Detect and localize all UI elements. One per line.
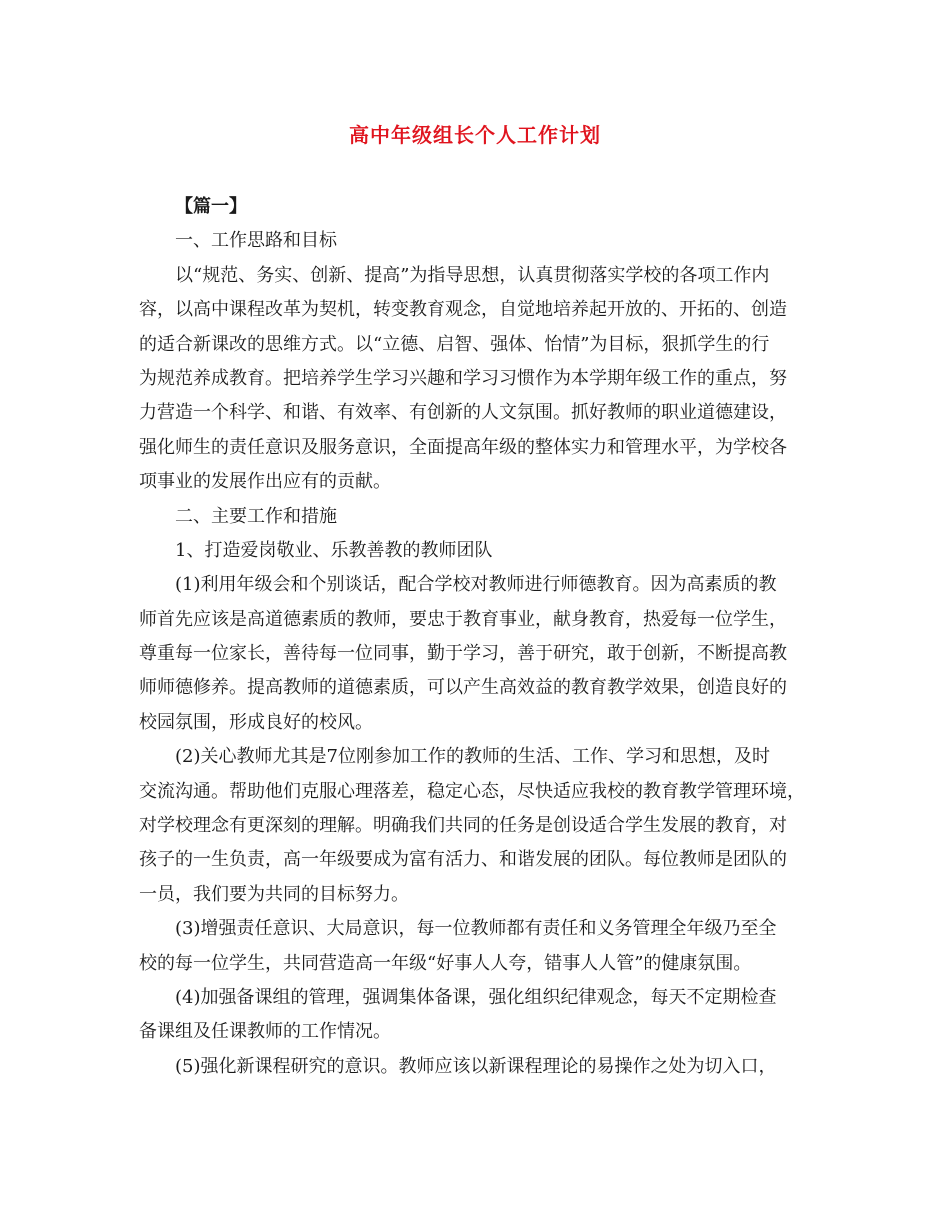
paragraph-line: (3)增强责任意识、大局意识，每一位教师都有责任和义务管理全年级乃至全 (175, 918, 777, 940)
paragraph-line: (4)加强备课组的管理，强调集体备课，强化组织纪律观念，每天不定期检查 (175, 986, 777, 1008)
paragraph-line: 校的每一位学生，共同营造高一年级“好事人人夸，错事人人管”的健康氛围。 (139, 952, 752, 974)
paragraph-line: (5)强化新课程研究的意识。教师应该以新课程理论的易操作之处为切入口， (175, 1055, 777, 1077)
paragraph-line: (2)关心教师尤其是7位刚参加工作的教师的生活、工作、学习和思想，及时 (175, 746, 770, 768)
document-title: 高中年级组长个人工作计划 (349, 123, 601, 147)
paragraph-line: 的适合新课改的思维方式。以“立德、启智、强体、怡情”为目标，狠抓学生的行 (139, 333, 770, 355)
paragraph-line: 对学校理念有更深刻的理解。明确我们共同的任务是创设适合学生发展的教育，对 (139, 815, 787, 837)
paragraph-line: 一、工作思路和目标 (175, 230, 337, 252)
paragraph-line: 师首先应该是高道德素质的教师，要忠于教育事业，献身教育，热爱每一位学生， (139, 608, 787, 630)
paragraph-line: 【篇一】 (175, 196, 247, 217)
paragraph-line: 交流沟通。帮助他们克服心理落差，稳定心态，尽快适应我校的教育教学管理环境， (139, 780, 805, 802)
paragraph-line: 孩子的一生负责，高一年级要成为富有活力、和谐发展的团队。每位教师是团队的 (139, 849, 787, 871)
paragraph-line: 二、主要工作和措施 (175, 505, 337, 527)
paragraph-line: 项事业的发展作出应有的贡献。 (139, 471, 391, 493)
paragraph-line: 备课组及任课教师的工作情况。 (139, 1021, 391, 1043)
document-body (139, 190, 811, 1084)
paragraph-line: (1)利用年级会和个别谈话，配合学校对教师进行师德教育。因为高素质的教 (175, 574, 777, 596)
paragraph-line: 师师德修养。提高教师的道德素质，可以产生高效益的教育教学效果，创造良好的 (139, 677, 787, 699)
paragraph-line: 1、打造爱岗敬业、乐教善教的教师团队 (175, 539, 493, 561)
paragraph-line: 校园氛围，形成良好的校风。 (139, 711, 373, 733)
paragraph-line: 强化师生的责任意识及服务意识，全面提高年级的整体实力和管理水平，为学校各 (139, 436, 787, 458)
paragraph-line: 一员，我们要为共同的目标努力。 (139, 883, 409, 905)
paragraph-line: 力营造一个科学、和谐、有效率、有创新的人文氛围。抓好教师的职业道德建设， (139, 402, 787, 424)
paragraph-line: 为规范养成教育。把培养学生学习兴趣和学习习惯作为本学期年级工作的重点，努 (139, 367, 787, 389)
paragraph-line: 容，以高中课程改革为契机，转变教育观念，自觉地培养起开放的、开拓的、创造 (139, 299, 787, 321)
paragraph-line: 以“规范、务实、创新、提高”为指导思想，认真贯彻落实学校的各项工作内 (175, 264, 770, 286)
paragraph-line: 尊重每一位家长，善待每一位同事，勤于学习，善于研究，敢于创新，不断提高教 (139, 643, 787, 665)
